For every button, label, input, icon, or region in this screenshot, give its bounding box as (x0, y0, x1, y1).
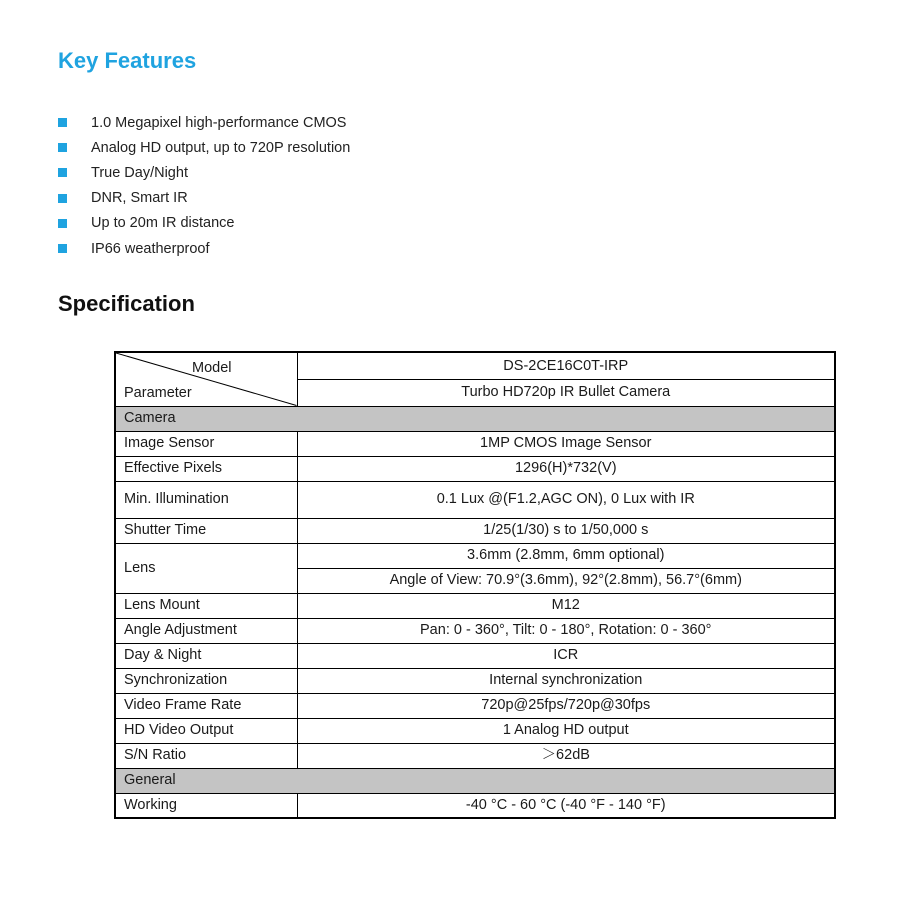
feature-item (58, 186, 350, 211)
key-features-title: Key Features (58, 48, 197, 73)
value-cell: Angle of View: 70.9°(3.6mm), 92°(2.8mm), 56.7°(6mm) (297, 568, 835, 593)
value-cell: 1296(H)*732(V) (297, 456, 835, 481)
model-value: DS-2CE16C0T-IRP (297, 352, 835, 379)
square-bullet-icon (58, 168, 67, 177)
model-label: Model (192, 360, 232, 376)
value-cell: M12 (297, 593, 835, 618)
square-bullet-icon (58, 244, 67, 253)
param-cell: HD Video Output (115, 718, 297, 743)
table-row (115, 693, 835, 718)
section-row-camera (115, 406, 835, 431)
feature-item (58, 160, 350, 185)
value-cell: 1 Analog HD output (297, 718, 835, 743)
table-row (115, 718, 835, 743)
square-bullet-icon (58, 143, 67, 152)
table-row (115, 518, 835, 543)
specification-title: Specification (58, 291, 195, 316)
param-cell: Shutter Time (115, 518, 297, 543)
key-features-list (58, 110, 350, 261)
table-row (115, 593, 835, 618)
section-row-general (115, 768, 835, 793)
table-row (115, 481, 835, 518)
value-cell: 1/25(1/30) s to 1/50,000 s (297, 518, 835, 543)
param-cell: Working (115, 793, 297, 818)
feature-item (58, 211, 350, 236)
value-cell: 720p@25fps/720p@30fps (297, 693, 835, 718)
section-label: General (115, 768, 835, 793)
param-cell: Effective Pixels (115, 456, 297, 481)
param-cell: Lens Mount (115, 593, 297, 618)
value-cell: ＞62dB (297, 743, 835, 768)
param-cell: Synchronization (115, 668, 297, 693)
param-cell: Angle Adjustment (115, 618, 297, 643)
table-header-row (115, 352, 835, 379)
param-cell: Min. Illumination (115, 481, 297, 518)
feature-text: True Day/Night (91, 164, 188, 181)
feature-text: Up to 20m IR distance (91, 215, 235, 232)
value-cell: 0.1 Lux @(F1.2,AGC ON), 0 Lux with IR (297, 481, 835, 518)
feature-item (58, 236, 350, 261)
table-row (115, 618, 835, 643)
feature-text: DNR, Smart IR (91, 190, 188, 207)
square-bullet-icon (58, 194, 67, 203)
table-row (115, 431, 835, 456)
table-row (115, 643, 835, 668)
value-cell: 1MP CMOS Image Sensor (297, 431, 835, 456)
param-cell: Image Sensor (115, 431, 297, 456)
param-cell: Lens (115, 543, 297, 593)
feature-text: IP66 weatherproof (91, 240, 210, 257)
header-diagonal-cell (115, 352, 297, 406)
value-cell: Internal synchronization (297, 668, 835, 693)
table-row (115, 743, 835, 768)
square-bullet-icon (58, 219, 67, 228)
feature-text: 1.0 Megapixel high-performance CMOS (91, 114, 347, 131)
product-name: Turbo HD720p IR Bullet Camera (297, 379, 835, 406)
section-label: Camera (115, 406, 835, 431)
specification-table (114, 351, 836, 819)
parameter-label: Parameter (124, 385, 192, 401)
square-bullet-icon (58, 118, 67, 127)
feature-item (58, 110, 350, 135)
value-cell: -40 °C - 60 °C (-40 °F - 140 °F) (297, 793, 835, 818)
value-cell: ICR (297, 643, 835, 668)
param-cell: Day & Night (115, 643, 297, 668)
value-cell: Pan: 0 - 360°, Tilt: 0 - 180°, Rotation: 0 - 360° (297, 618, 835, 643)
param-cell: Video Frame Rate (115, 693, 297, 718)
value-cell: 3.6mm (2.8mm, 6mm optional) (297, 543, 835, 568)
feature-item (58, 135, 350, 160)
feature-text: Analog HD output, up to 720P resolution (91, 139, 351, 156)
table-row (115, 668, 835, 693)
table-row (115, 793, 835, 818)
param-cell: S/N Ratio (115, 743, 297, 768)
table-row (115, 543, 835, 568)
table-row (115, 456, 835, 481)
